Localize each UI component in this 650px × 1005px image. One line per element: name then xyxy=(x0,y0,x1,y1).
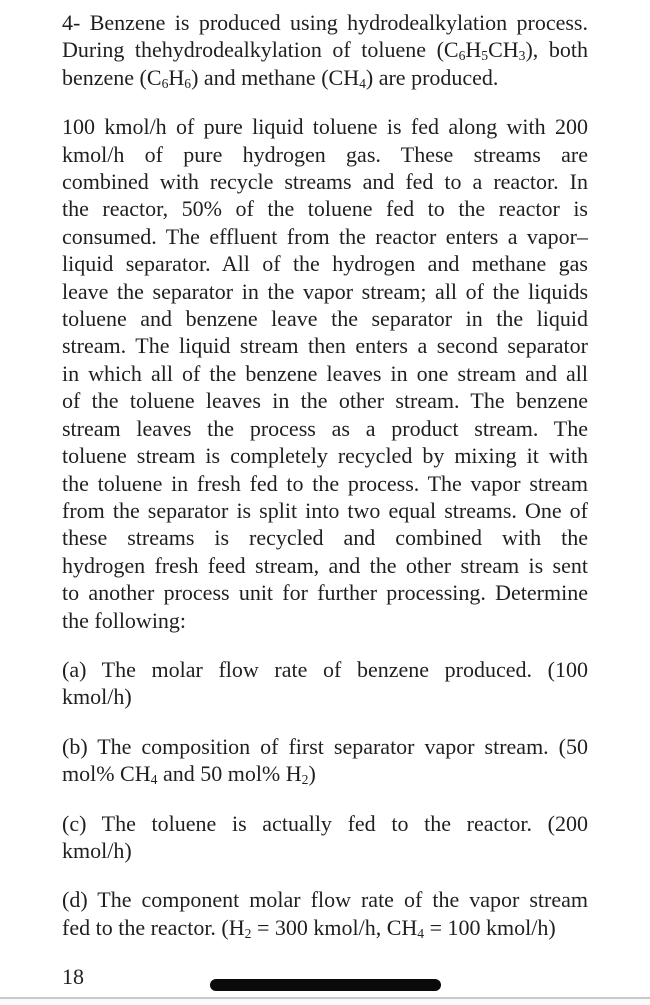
text-line: mol% $CH_4$ and 50 mol% $H_2$) xyxy=(62,761,316,788)
text-line: the toluene in fresh fed to the process. The vapor stream xyxy=(62,470,588,496)
text-line: kmol/h) xyxy=(62,684,132,710)
text-line: of the toluene leaves in the other stream. The benzene xyxy=(62,388,588,414)
text-line: During thehydrodealkylation of toluene $(C_6H_5CH_3)$, both xyxy=(62,37,588,64)
text-line: leave the separator in the vapor stream; all of the liquids xyxy=(62,278,588,304)
text-line: benzene $(C_6H_6)$ and methane $(CH_4)$ are produced. xyxy=(62,64,499,91)
text-line: consumed. The effluent from the reactor enters a vapor– xyxy=(62,223,588,249)
text-line: stream. The liquid stream then enters a second separator xyxy=(62,333,588,359)
text-line: kmol/h of pure hydrogen gas. These streams are xyxy=(62,141,588,167)
page-number: 18 xyxy=(62,964,84,990)
text-line: 100 kmol/h of pure liquid toluene is fed along with 200 xyxy=(62,114,588,140)
bottom-strip xyxy=(0,999,650,1005)
home-indicator[interactable] xyxy=(210,979,441,991)
problem-text xyxy=(62,9,588,991)
text-line: fed to the reactor. ($H_2 = 300$ kmol/h, $CH_4 = 100$ kmol/h) xyxy=(62,914,556,941)
text-line: (b) The composition of first separator vapor stream. (50 xyxy=(62,733,588,759)
text-line: liquid separator. All of the hydrogen and methane gas xyxy=(62,251,588,277)
text-line: 4- Benzene is produced using hydrodealkylation process. xyxy=(62,10,588,35)
text-line: kmol/h) xyxy=(62,837,132,863)
text-line: these streams is recycled and combined with the xyxy=(62,525,588,551)
text-line: hydrogen fresh feed stream, and the other stream is sent xyxy=(62,552,588,578)
text-line: toluene stream is completely recycled by mixing it with xyxy=(62,443,588,469)
text-line: in which all of the benzene leaves in one stream and all xyxy=(62,360,588,386)
text-line: the reactor, 50% of the toluene fed to the reactor is xyxy=(62,196,588,222)
text-line: (a) The molar flow rate of benzene produced. (100 xyxy=(62,656,588,682)
text-line: the following: xyxy=(62,607,187,633)
text-line: from the separator is split into two equal streams. One of xyxy=(62,497,588,523)
text-line: (d) The component molar flow rate of the vapor stream xyxy=(62,887,588,913)
text-line: stream leaves the process as a product stream. The xyxy=(62,415,588,441)
text-line: to another process unit for further processing. Determine xyxy=(62,580,588,606)
text-line: (c) The toluene is actually fed to the reactor. (200 xyxy=(62,810,588,836)
text-line: toluene and benzene leave the separator in the liquid xyxy=(62,306,588,332)
text-line: combined with recycle streams and fed to a reactor. In xyxy=(62,169,588,195)
